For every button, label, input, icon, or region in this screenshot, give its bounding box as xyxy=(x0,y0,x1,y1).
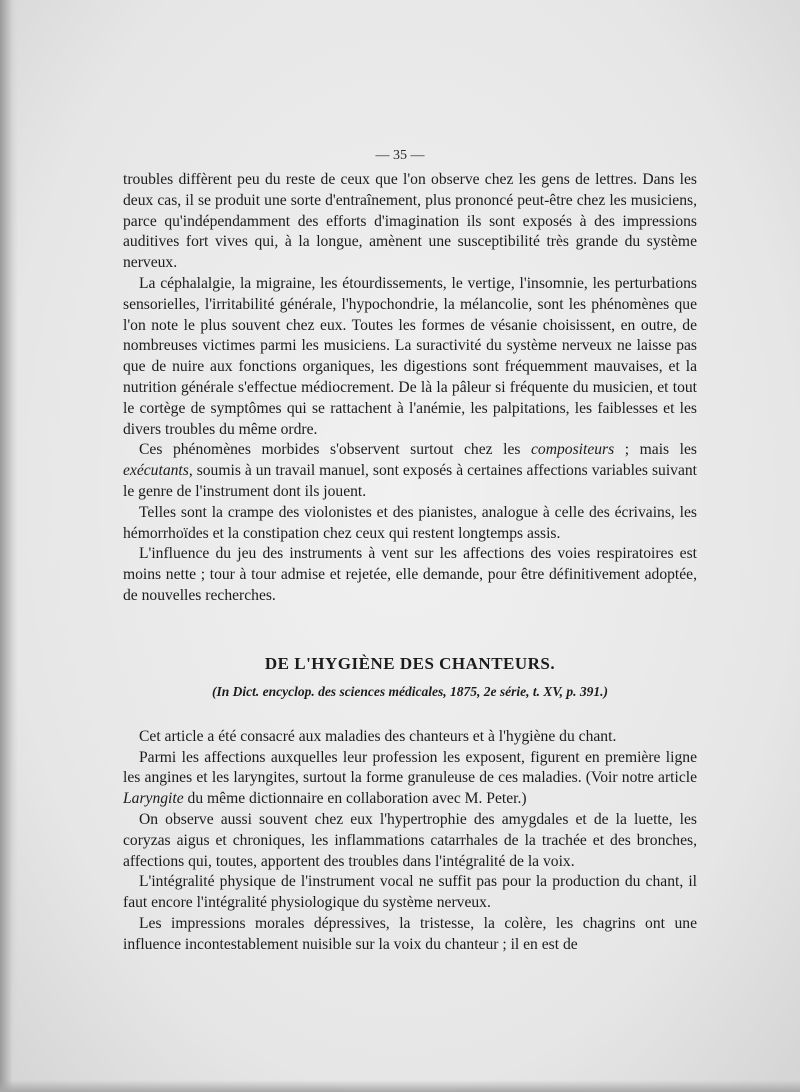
paragraph: Telles sont la crampe des violonistes et des pianistes, analogue à celle des écrivains, les hémorrhoïdes et la constipation chez ceux qui restent longtemps assis. xyxy=(123,503,697,542)
paragraph: On observe aussi souvent chez eux l'hypertrophie des amygdales et de la luette, les coryzas aigus et chroniques, les inflammations catarrhales de la trachée et des bronches, affections qui, toutes, apportent des troubles dans l'intégralité de la voix. xyxy=(123,810,697,870)
paragraphs-bottom xyxy=(123,727,697,956)
body-text xyxy=(123,170,697,956)
paragraph: L'influence du jeu des instruments à vent sur les affections des voies respiratoires est moins nette ; tour à tour admise et rejetée, elle demande, pour être définitivement adoptée, de nouvelles recherches. xyxy=(123,545,697,604)
paragraphs-top xyxy=(123,170,697,607)
paragraph: Parmi les affections auxquelles leur profession les exposent, figurent en première ligne les angines et les laryngites, surtout la forme granuleuse de ces maladies. (Voir notre article Laryngite du même dictionnaire en collaboration avec M. Peter.) xyxy=(123,748,697,808)
bottom-edge-shadow xyxy=(0,1080,800,1092)
section-citation: (In Dict. encyclop. des sciences médicales, 1875, 2e série, t. XV, p. 391.) xyxy=(211,683,609,699)
paragraph: troubles diffèrent peu du reste de ceux que l'on observe chez les gens de lettres. Dans les deux cas, il se produit une sorte d'entraînement, plus prononcé peut-être chez les musiciens, parce qu'indépendamment des efforts d'imagination ils sont exposés à des impressions auditives fort vives qui, à la longue, amènent une susceptibilité très grande du système nerveux. xyxy=(123,171,697,272)
paragraph: La céphalalgie, la migraine, les étourdissements, le vertige, l'insomnie, les perturbations sensorielles, l'irritabilité générale, l'hypochondrie, la mélancolie, sont les phénomènes que l'on note le plus souvent chez eux. Toutes les formes de vésanie choisissent, en outre, de nombreuses victimes parmi les musiciens. La suractivité du système nerveux ne laisse pas que de nuire aux fonctions organiques, les digestions sont fréquemment mauvaises, et la nutrition générale s'effectue médiocrement. De là la pâleur si fréquente du musicien, et tout le cortège de symptômes qui se rattachent à l'anémie, les palpitations, les faiblesses et les divers troubles du même ordre. xyxy=(123,274,697,438)
paragraph: Les impressions morales dépressives, la tristesse, la colère, les chagrins ont une influence incontestablement nuisible sur la voix du chanteur ; il en est de xyxy=(123,914,697,953)
page-number: — 35 — xyxy=(375,148,425,163)
paragraph: Cet article a été consacré aux maladies des chanteurs et à l'hygiène du chant. xyxy=(139,727,617,745)
paragraph: Ces phénomènes morbides s'observent surtout chez les compositeurs ; mais les exécutants, soumis à un travail manuel, sont exposés à certaines affections variables suivant le genre de l'instrument dont ils jouent. xyxy=(123,441,697,500)
paragraph: L'intégralité physique de l'instrument vocal ne suffit pas pour la production du chant, il faut encore l'intégralité physiologique du système nerveux. xyxy=(123,873,697,912)
section-heading: DE L'HYGIÈNE DES CHANTEURS. xyxy=(264,653,556,673)
